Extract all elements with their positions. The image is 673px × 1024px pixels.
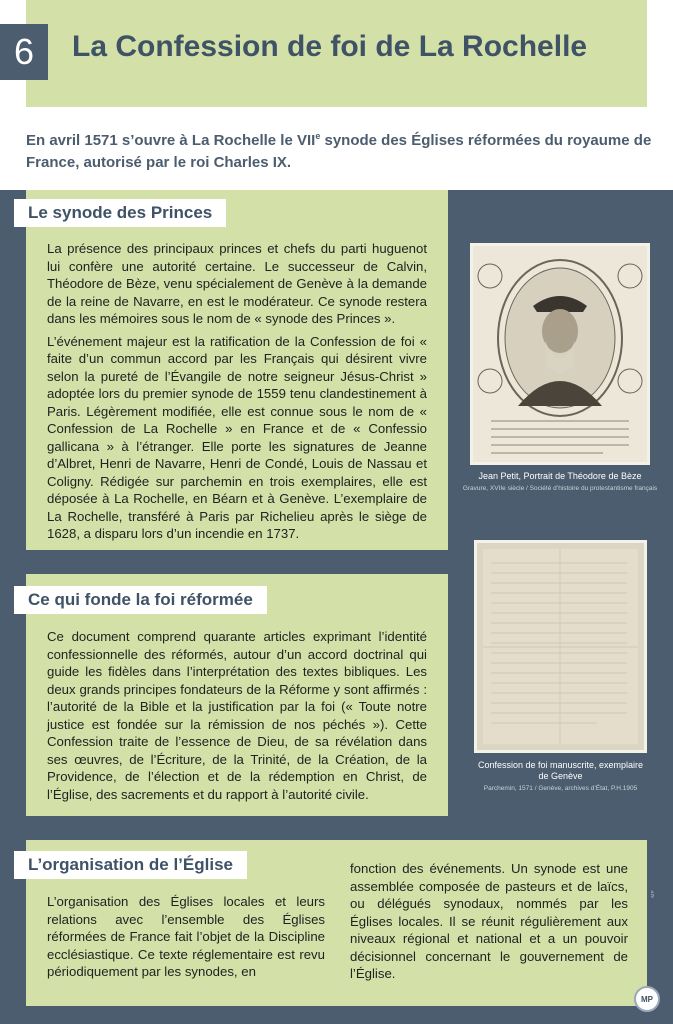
header-area [0, 0, 673, 190]
intro-part2: synode des Églises réformées du royaume de France, autorisé par le roi Charles IX. [26, 132, 652, 171]
section2-text [47, 628, 427, 803]
figure1-caption [462, 471, 658, 493]
section2-title: Ce qui fonde la foi réformée [14, 586, 267, 614]
portrait-engraving-icon [473, 246, 647, 462]
intro-part1: En avril 1571 s’ouvre à La Rochelle le VII [26, 132, 316, 149]
intro-text [26, 125, 652, 174]
section2-paragraph: Ce document comprend quarante articles exprimant l’identité confessionnelle des réformés, autour d’un accord doctrinal qui guide les fidèles dans l’interprétation des textes bibliques. Les deux grands principes fondateurs de la Réforme y sont affirmés : l’autorité de la Bible et la justification par la foi (« Toute notre justice est fondée sur la rémission de nos péchés »). Cette Confession traite de l’essence de Dieu, de sa révélation dans ses œuvres, de l’Écriture, de la Trinité, de la Création, de la Providence, de l’élection et de la rédemption en Christ, de l’Église, des sacrements et du rapport à l’autorité civile. [47, 629, 427, 802]
section1-paragraph: L’événement majeur est la ratification de la Confession de foi « faite d’un commun accord par les Français qui désirent vivre selon la pureté de l’Évangile de notre seigneur Jésus-Christ » adoptée lors du premier synode de 1559 tenu clandestinement à Paris. Légèrement modifiée, elle est connue sous le nom de « Confession de La Rochelle » en France et de « Confessio gallicana » à l’étranger. Elle porte les signatures de Jeanne d’Albret, Henri de Navarre, Henri de Condé, Louis de Nassau et Coligny. Rédigée sur parchemin en trois exemplaires, elle est déposée à La Rochelle, en Béarn et à Genève. L’exemplaire de La Rochelle, transféré à Paris par Richelieu après le siège de 1628, a disparu lors d’un incendie en 1737. [47, 333, 427, 541]
section1-title: Le synode des Princes [14, 199, 226, 227]
figure2-caption [474, 760, 647, 793]
portrait-engraving [470, 243, 650, 465]
figure2-caption-title: Confession de foi manuscrite, exemplaire de Genève [477, 760, 644, 781]
intro-superscript: e [315, 131, 321, 141]
section1-paragraph: La présence des principaux princes et chefs du parti huguenot lui confère une autorité certaine. Le successeur de Calvin, Théodore de Bèze, venu spécialement de Genève à la demande de la reine de Navarre, en est le modérateur. Ce synode restera dans les mémoires sous le nom de « synode des Princes ». [47, 241, 427, 326]
section3-column2: fonction des événements. Un synode est une assemblée composée de pasteurs et de laïcs, ou délégués synodaux, nommés par les Églises locales. Il se réunit régulièrement aux niveaux régional et national et a un pouvoir décisionnel concernant le gouvernement de l’Église. [350, 861, 628, 981]
side-credit: MP [650, 890, 655, 898]
manuscript-parchment [474, 540, 647, 753]
figure2-caption-source: Parchemin, 1571 / Genève, archives d’État, P.H.1905 [483, 785, 638, 792]
page-title: La Confession de foi de La Rochelle [72, 30, 588, 63]
section1-text [47, 240, 427, 543]
parchment-icon [477, 543, 644, 750]
museum-logo: MP [634, 986, 660, 1012]
section3-column1: L’organisation des Églises locales et leurs relations avec l’ensemble des Églises réformées de France fait l’objet de la Discipline ecclésiastique. Ce texte réglementaire est revu périodiquement par les synodes, en [47, 894, 325, 979]
figure1-caption-title: Jean Petit, Portrait de Théodore de Bèze [478, 471, 642, 481]
figure1-caption-source: Gravure, XVIIe siècle / Société d’histoire du protestantisme français [462, 485, 658, 492]
section3-title: L’organisation de l’Église [14, 851, 247, 879]
panel-number: 6 [0, 24, 48, 80]
